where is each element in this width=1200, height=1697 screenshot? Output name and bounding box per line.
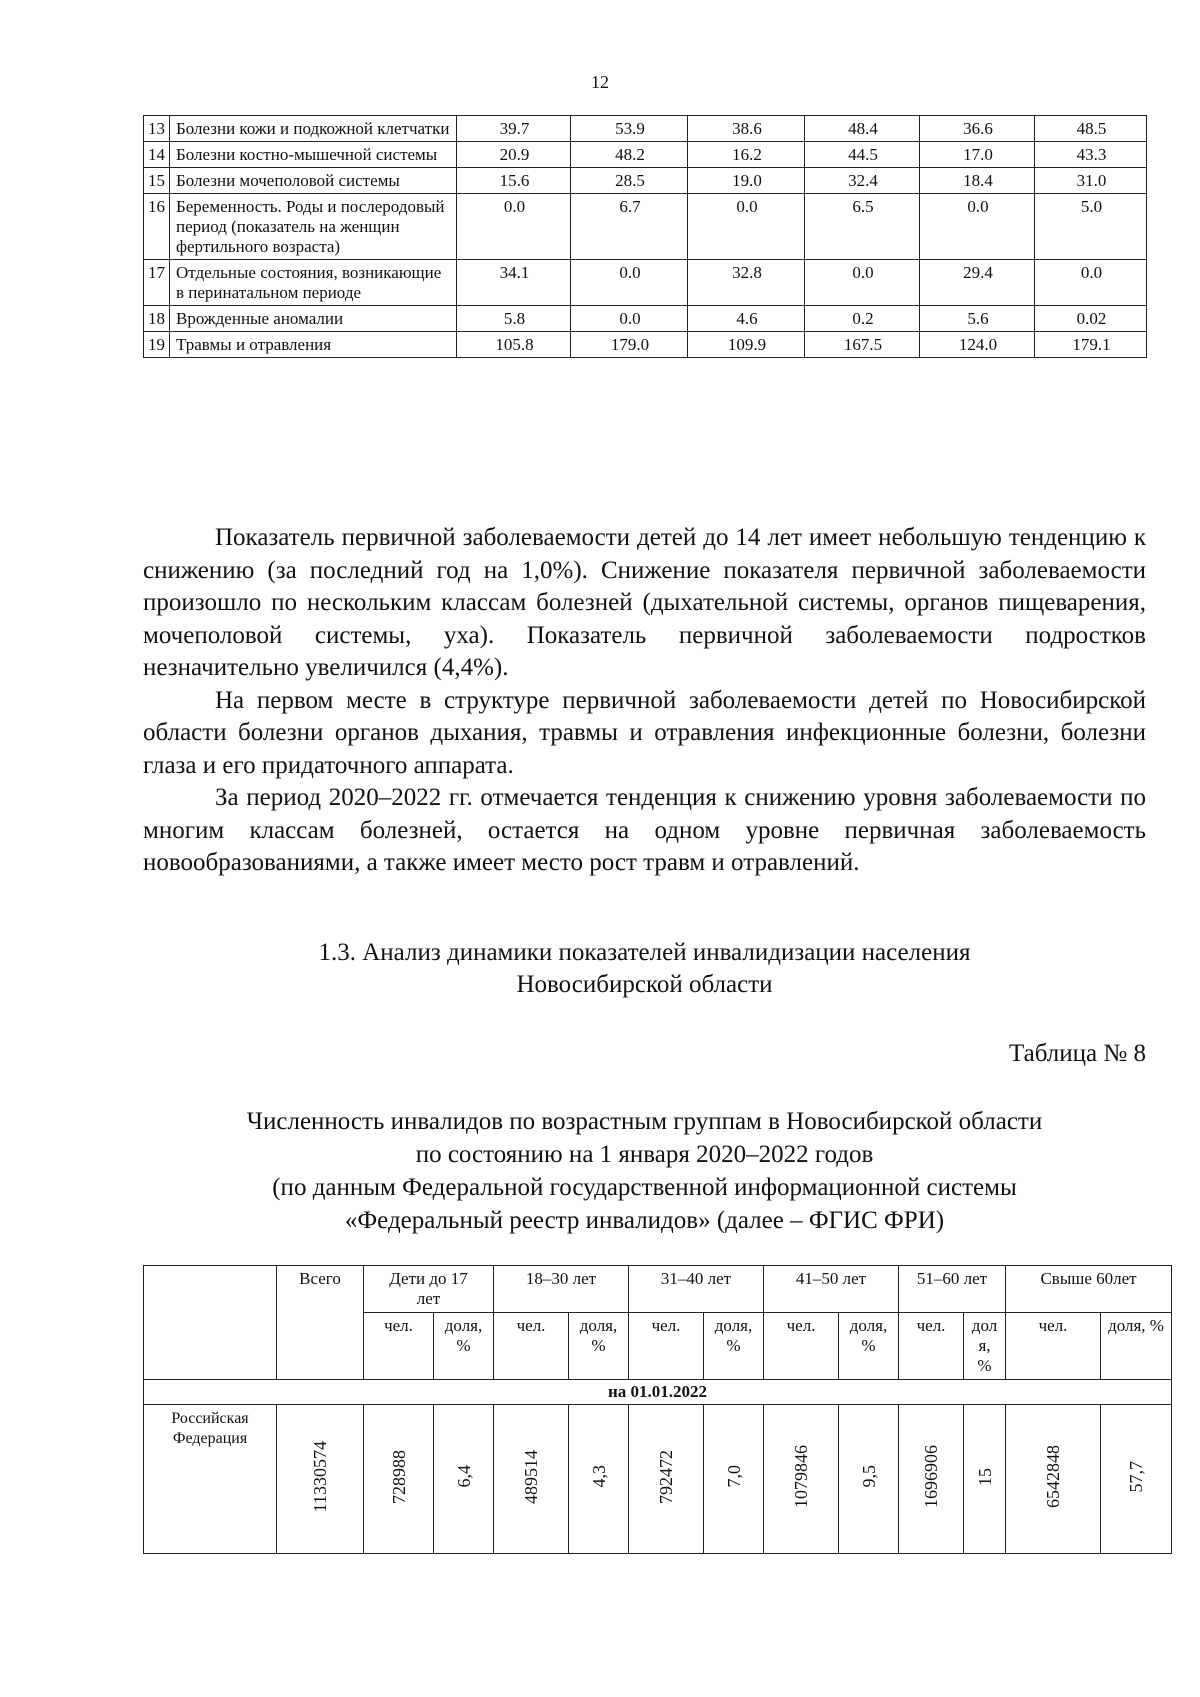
share-value: 9,5 [858,1465,879,1488]
table-cell-value: 0.0 [457,194,571,260]
table-cell-value: 0.0 [805,260,920,306]
table-cell-value: 6.5 [805,194,920,260]
table-cell-value: 17.0 [920,142,1035,168]
subheader-share: доля, % [839,1313,899,1380]
disease-class-name: Травмы и отравления [170,332,457,358]
share-value: 7,0 [723,1465,744,1488]
table-row [144,168,1147,194]
count-value: 489514 [521,1449,542,1504]
table-cell-value: 48.2 [571,142,688,168]
caption-line: по состоянию на 1 января 2020–2022 годов [415,1141,874,1168]
table-cell-value: 20.9 [457,142,571,168]
total-value: 11330574 [310,1440,330,1513]
subheader-share: доля, % [704,1313,764,1380]
table-cell-value: 53.9 [571,116,688,142]
table-cell-value: 0.2 [805,306,920,332]
count-value: 1079846 [791,1445,812,1508]
share-value-cell [839,1405,899,1554]
count-value-cell [494,1405,569,1554]
subheader-share: доля, % [1101,1313,1172,1380]
table-cell-value: 179.0 [571,332,688,358]
subheader-count: чел. [899,1313,964,1380]
header-group: 41–50 лет [764,1266,899,1313]
count-value-cell [629,1405,704,1554]
table-cell-value: 32.8 [688,260,805,306]
table-cell-value: 34.1 [457,260,571,306]
table-row [144,306,1147,332]
count-value-cell [364,1405,434,1554]
paragraph: Показатель первичной заболеваемости детей до 14 лет имеет небольшую тенденцию к снижению (за последний год на 1,0%). Снижение показателя первичной заболеваемости произошло по нескольким классам болезней (дыхательной системы, органов пищеварения, мочеполовой системы, уха). Показатель первичной заболеваемости подростков незначительно увеличился (4,4%). [143,524,1146,681]
table-row [144,116,1147,142]
table-cell-value: 0.0 [1035,260,1147,306]
table-cell-value: 0.0 [920,194,1035,260]
header-empty [144,1266,277,1380]
morbidity-table [143,115,1147,358]
table-row [144,194,1147,260]
page-number: 12 [591,72,609,92]
header-total: Всего [277,1266,364,1380]
row-number: 17 [144,260,170,306]
table-cell-value: 32.4 [805,168,920,194]
body-text [143,522,1146,880]
table-cell-value: 39.7 [457,116,571,142]
table-cell-value: 5.6 [920,306,1035,332]
table-cell-value: 19.0 [688,168,805,194]
subheader-count: чел. [629,1313,704,1380]
table-row [144,260,1147,306]
share-value: 6,4 [453,1465,474,1488]
region-name: Российская Федерация [144,1405,277,1554]
share-value-cell [569,1405,629,1554]
share-value-cell [434,1405,494,1554]
share-value-cell [704,1405,764,1554]
table-cell-value: 0.0 [571,306,688,332]
row-number: 15 [144,168,170,194]
count-value: 792472 [656,1449,677,1504]
disease-class-name: Болезни кожи и подкожной клетчатки [170,116,457,142]
table-cell-value: 179.1 [1035,332,1147,358]
table-cell-value: 0.02 [1035,306,1147,332]
table-cell-value: 167.5 [805,332,920,358]
table-cell-value: 5.0 [1035,194,1147,260]
caption-line: Численность инвалидов по возрастным группам в Новосибирской области [246,1108,1043,1135]
row-number: 13 [144,116,170,142]
paragraph: За период 2020–2022 гг. отмечается тенденция к снижению уровня заболеваемости по многим классам болезней, остается на одном уровне первичная заболеваемость новообразованиями, а также имеет место рост травм и отравлений. [143,784,1146,876]
table-cell-value: 48.4 [805,116,920,142]
count-value-cell [1006,1405,1101,1554]
table-caption [143,1105,1146,1237]
table-cell-value: 4.6 [688,306,805,332]
table-cell-value: 16.2 [688,142,805,168]
table-cell-value: 109.9 [688,332,805,358]
count-value: 728988 [388,1449,409,1504]
disease-class-name: Болезни костно-мышечной системы [170,142,457,168]
disease-class-name: Врожденные аномалии [170,306,457,332]
share-value-cell [964,1405,1006,1554]
header-group: Дети до 17 лет [364,1266,494,1313]
table-cell-value: 5.8 [457,306,571,332]
share-value: 4,3 [588,1465,609,1488]
disease-class-name: Беременность. Роды и послеродовый период (показатель на женщин фертильного возраста) [170,194,457,260]
header-group: 51–60 лет [899,1266,1006,1313]
subheader-count: чел. [494,1313,569,1380]
table-cell-value: 43.3 [1035,142,1147,168]
table-cell-value: 0.0 [688,194,805,260]
section-title-line: 1.3. Анализ динамики показателей инвалидизации населения [318,939,971,966]
table-cell-value: 31.0 [1035,168,1147,194]
table-cell-value: 124.0 [920,332,1035,358]
subheader-count: чел. [1006,1313,1101,1380]
date-row: на 01.01.2022 [144,1380,1172,1405]
table-cell-value: 44.5 [805,142,920,168]
table-cell-value: 38.6 [688,116,805,142]
share-value: 15 [974,1467,995,1486]
table-cell-value: 6.7 [571,194,688,260]
table-row [144,332,1147,358]
disability-table [143,1265,1172,1554]
table-cell-value: 18.4 [920,168,1035,194]
table-label: Таблица № 8 [1008,1040,1146,1067]
section-title [143,937,1146,1001]
table-cell-value: 29.4 [920,260,1035,306]
table-cell-value: 36.6 [920,116,1035,142]
table-row [144,142,1147,168]
count-value: 6542848 [1043,1445,1064,1508]
subheader-share: доля, % [569,1313,629,1380]
paragraph: На первом месте в структуре первичной заболеваемости детей по Новосибирской области болезни органов дыхания, травмы и отравления инфекционные болезни, болезни глаза и его придаточного аппарата. [143,686,1146,779]
header-group: Свыше 60лет [1006,1266,1172,1313]
table-cell-value: 15.6 [457,168,571,194]
header-group: 31–40 лет [629,1266,764,1313]
count-value-cell [764,1405,839,1554]
subheader-count: чел. [764,1313,839,1380]
total-value-cell [277,1405,364,1554]
share-value-cell [1101,1405,1172,1554]
header-group: 18–30 лет [494,1266,629,1313]
table-row [144,1405,1172,1554]
share-value: 57,7 [1126,1460,1147,1493]
row-number: 14 [144,142,170,168]
table-cell-value: 28.5 [571,168,688,194]
section-title-line: Новосибирской области [516,971,773,998]
table-cell-value: 48.5 [1035,116,1147,142]
table-cell-value: 105.8 [457,332,571,358]
row-number: 18 [144,306,170,332]
subheader-count: чел. [364,1313,434,1380]
row-number: 16 [144,194,170,260]
table-cell-value: 0.0 [571,260,688,306]
caption-line: (по данным Федеральной государственной информационной системы [272,1174,1017,1201]
subheader-share: доля, % [434,1313,494,1380]
disease-class-name: Отдельные состояния, возникающие в перинатальном периоде [170,260,457,306]
count-value: 1696906 [921,1445,942,1508]
count-value-cell [899,1405,964,1554]
row-number: 19 [144,332,170,358]
subheader-share: доля, % [964,1313,1006,1380]
disease-class-name: Болезни мочеполовой системы [170,168,457,194]
caption-line: «Федеральный реестр инвалидов» (далее – ФГИС ФРИ) [344,1207,945,1234]
